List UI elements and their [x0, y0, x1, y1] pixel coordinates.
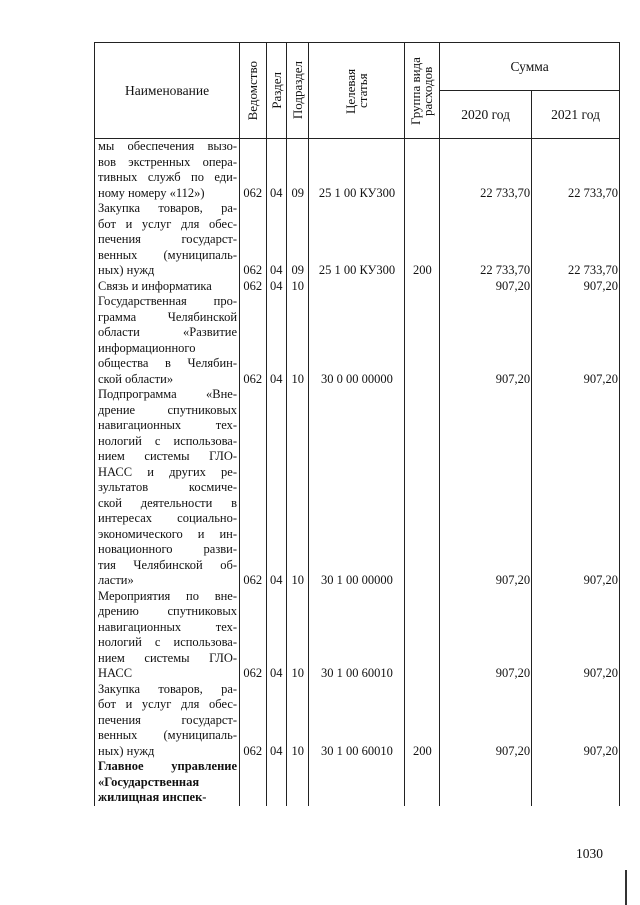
row-name-line: нологий с использова-: [98, 635, 238, 649]
row-celevaya-statya: [309, 279, 405, 295]
row-sum-2021: 907,20: [532, 294, 620, 387]
row-sum-2021: 907,20: [532, 682, 620, 760]
row-razdel: 04: [266, 387, 286, 589]
row-name-line: тия Челябинской об-: [98, 557, 238, 572]
row-podrazdel: 10: [287, 589, 309, 682]
row-name: [95, 589, 240, 682]
row-podrazdel: 10: [287, 387, 309, 589]
row-celevaya-statya: 30 1 00 00000: [309, 387, 405, 589]
table-row: [95, 387, 620, 589]
row-name-line: нием системы ГЛО-: [98, 449, 238, 463]
row-name-line: ской деятельности в: [98, 495, 238, 510]
row-sum-2020: [440, 759, 532, 806]
budget-table: [94, 42, 620, 806]
row-name-line: тивных служб по еди-: [98, 170, 238, 184]
row-name: [95, 759, 240, 806]
row-gruppa: [405, 139, 440, 202]
row-celevaya-statya: 30 0 00 00000: [309, 294, 405, 387]
row-gruppa: [405, 759, 440, 806]
row-podrazdel: 09: [287, 139, 309, 202]
row-celevaya-statya: 30 1 00 60010: [309, 589, 405, 682]
row-sum-2020: 22 733,70: [440, 139, 532, 202]
row-gruppa: 200: [405, 682, 440, 760]
row-name-line: интересах социально-: [98, 511, 238, 525]
row-vedomstvo: 062: [240, 139, 267, 202]
row-sum-2021: [532, 759, 620, 806]
row-name-line: навигационных тех-: [98, 619, 238, 634]
row-sum-2020: 907,20: [440, 387, 532, 589]
row-name: [95, 139, 240, 202]
row-name-line: ных) нужд: [98, 743, 155, 758]
row-name-line: информационного: [98, 340, 196, 355]
row-name-line: «Государственная: [98, 774, 200, 789]
row-vedomstvo: 062: [240, 201, 267, 279]
row-name: [95, 387, 240, 589]
row-name-line: венных (муниципаль-: [98, 247, 238, 262]
row-name: [95, 279, 240, 295]
row-vedomstvo: 062: [240, 294, 267, 387]
row-vedomstvo: [240, 759, 267, 806]
row-name-line: дрению спутниковых: [98, 604, 238, 618]
header-podrazdel: Подраздел: [287, 43, 309, 139]
row-name-line: Государственная про-: [98, 294, 238, 308]
row-name-line: дрение спутниковых: [98, 402, 238, 417]
table-row: [95, 139, 620, 202]
row-podrazdel: 10: [287, 682, 309, 760]
row-gruppa: [405, 589, 440, 682]
row-name-line: экономического и ин-: [98, 526, 238, 541]
row-name-line: Подпрограмма «Вне-: [98, 387, 238, 401]
row-name-line: грамма Челябинской: [98, 309, 238, 324]
row-name-line: нологий с использова-: [98, 433, 238, 448]
row-razdel: 04: [266, 279, 286, 295]
header-vedomstvo: Ведомство: [240, 43, 267, 139]
table-row: [95, 682, 620, 760]
row-sum-2020: 907,20: [440, 279, 532, 295]
row-celevaya-statya: [309, 759, 405, 806]
row-name-line: бот и услуг для обес-: [98, 216, 238, 231]
table-row: [95, 279, 620, 295]
row-name-line: области «Развитие: [98, 325, 238, 339]
row-gruppa: [405, 387, 440, 589]
page-number: 1030: [576, 846, 603, 861]
row-celevaya-statya: 25 1 00 КУ300: [309, 201, 405, 279]
table-body: [95, 139, 620, 806]
row-vedomstvo: 062: [240, 682, 267, 760]
row-sum-2021: 22 733,70: [532, 201, 620, 279]
table-row: [95, 201, 620, 279]
row-name-line: печения государст-: [98, 232, 238, 246]
page-edge-mark: [625, 870, 627, 905]
row-podrazdel: [287, 759, 309, 806]
row-sum-2021: 907,20: [532, 387, 620, 589]
row-name-line: Закупка товаров, ра-: [98, 681, 238, 696]
row-name: [95, 201, 240, 279]
row-podrazdel: 10: [287, 294, 309, 387]
row-name-line: НАСС: [98, 666, 133, 680]
header-year-2020: 2020 год: [440, 91, 532, 139]
row-name-line: Закупка товаров, ра-: [98, 201, 238, 215]
row-gruppa: [405, 279, 440, 295]
row-sum-2021: 907,20: [532, 279, 620, 295]
row-name-line: НАСС и других ре-: [98, 464, 238, 479]
row-name-line: Связь и информатика: [98, 278, 212, 293]
row-name-line: ных) нужд: [98, 263, 155, 277]
row-name-line: венных (муниципаль-: [98, 728, 238, 742]
row-name-line: мы обеспечения вызо-: [98, 139, 238, 153]
row-vedomstvo: 062: [240, 279, 267, 295]
row-razdel: 04: [266, 682, 286, 760]
row-podrazdel: 10: [287, 279, 309, 295]
row-vedomstvo: 062: [240, 589, 267, 682]
row-sum-2021: 22 733,70: [532, 139, 620, 202]
table-header: [95, 43, 620, 139]
row-razdel: 04: [266, 589, 286, 682]
row-razdel: 04: [266, 294, 286, 387]
row-gruppa: 200: [405, 201, 440, 279]
row-podrazdel: 09: [287, 201, 309, 279]
row-name-line: ному номеру «112»): [98, 185, 205, 200]
row-sum-2021: 907,20: [532, 589, 620, 682]
row-celevaya-statya: 30 1 00 60010: [309, 682, 405, 760]
header-name: Наименование: [95, 43, 240, 139]
row-name-line: зультатов космиче-: [98, 480, 238, 494]
header-gruppa-vida-rashodov: Группа вида расходов: [405, 43, 440, 139]
row-sum-2020: 907,20: [440, 294, 532, 387]
row-name-line: вов экстренных опера-: [98, 154, 238, 169]
header-celevaya-statya: Целевая статья: [309, 43, 405, 139]
row-razdel: 04: [266, 201, 286, 279]
table-row: [95, 589, 620, 682]
row-sum-2020: 907,20: [440, 589, 532, 682]
table-row: [95, 294, 620, 387]
row-razdel: [266, 759, 286, 806]
row-name: [95, 294, 240, 387]
header-summa: Сумма: [440, 43, 620, 91]
row-name-line: жилищная инспек-: [98, 790, 207, 804]
row-name-line: Главное управление: [98, 759, 238, 773]
row-name-line: печения государст-: [98, 712, 238, 727]
row-gruppa: [405, 294, 440, 387]
header-razdel: Раздел: [266, 43, 286, 139]
row-razdel: 04: [266, 139, 286, 202]
row-name-line: ласти»: [98, 573, 134, 587]
row-name: [95, 682, 240, 760]
row-name-line: нием системы ГЛО-: [98, 650, 238, 665]
row-name-line: общества в Челябин-: [98, 356, 238, 370]
row-celevaya-statya: 25 1 00 КУ300: [309, 139, 405, 202]
table-row: [95, 759, 620, 806]
row-name-line: Мероприятия по вне-: [98, 588, 238, 603]
row-name-line: новационного разви-: [98, 542, 238, 556]
row-name-line: навигационных тех-: [98, 418, 238, 432]
header-year-2021: 2021 год: [532, 91, 620, 139]
row-name-line: бот и услуг для обес-: [98, 697, 238, 711]
row-vedomstvo: 062: [240, 387, 267, 589]
row-name-line: ской области»: [98, 371, 174, 386]
row-sum-2020: 907,20: [440, 682, 532, 760]
row-sum-2020: 22 733,70: [440, 201, 532, 279]
